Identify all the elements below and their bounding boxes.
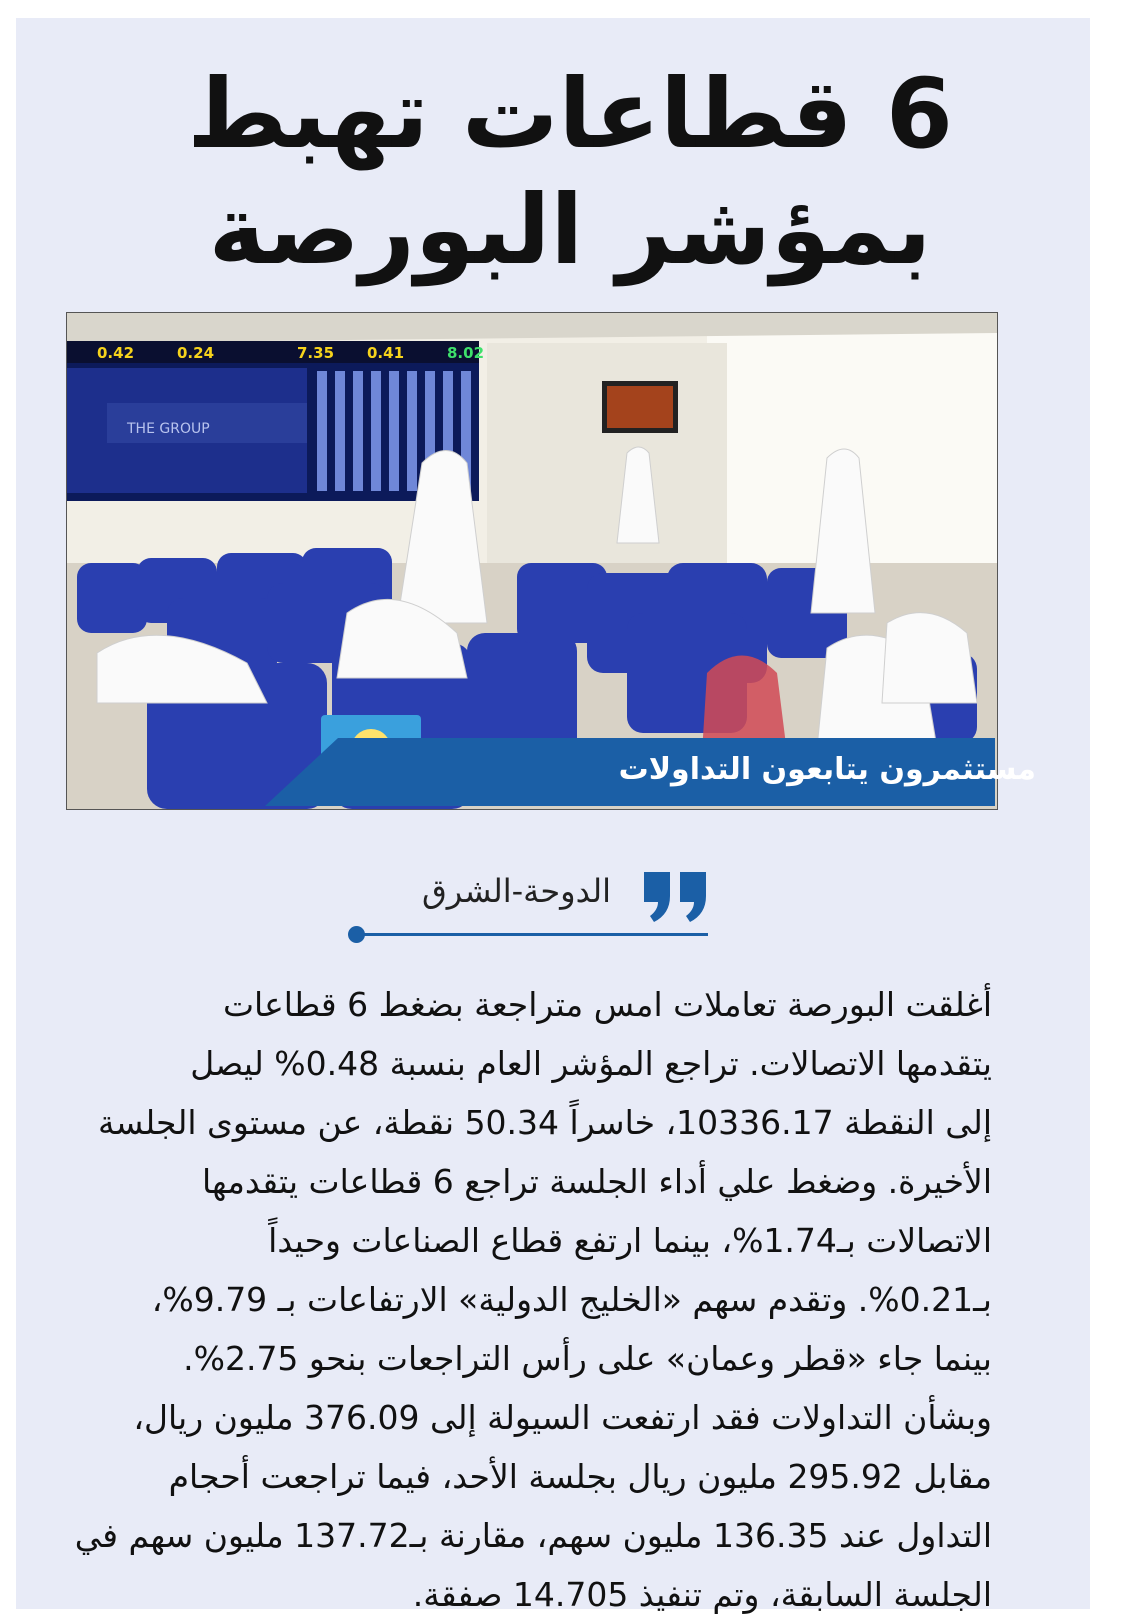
board-value-5: 8.02 bbox=[447, 344, 485, 362]
photo-caption: مستثمرون يتابعون التداولات bbox=[618, 752, 1036, 787]
article-body bbox=[62, 975, 992, 1624]
body-line: بـ0.21%. وتقدم سهم «الخليج الدولية» الارتفاعات بـ 9.79%، bbox=[151, 1280, 992, 1319]
headline-line-2: بمؤشر البورصة bbox=[208, 174, 932, 286]
board-watermark: THE GROUP bbox=[127, 421, 210, 437]
body-line: الجلسة السابقة، وتم تنفيذ 14.705 صفقة. bbox=[412, 1575, 992, 1614]
board-value-4: 0.41 bbox=[367, 344, 405, 362]
board-value-3: 7.35 bbox=[297, 344, 335, 362]
dateline-rule-dot bbox=[348, 926, 365, 943]
headline-line-1: 6 قطاعات تهبط bbox=[187, 58, 953, 170]
body-line: أغلقت البورصة تعاملات امس متراجعة بضغط 6 قطاعات bbox=[222, 985, 992, 1024]
body-line: الاتصالات بـ1.74%، بينما ارتفع قطاع الصناعات وحيداً bbox=[268, 1221, 992, 1260]
body-line: الأخيرة. وضغط علي أداء الجلسة تراجع 6 قطاعات يتقدمها bbox=[201, 1162, 992, 1201]
article-photo bbox=[66, 312, 998, 810]
body-line: التداول عند 136.35 مليون سهم، مقارنة بـ137.72 مليون سهم في bbox=[74, 1516, 992, 1555]
dateline-rule bbox=[356, 933, 708, 936]
board-value-1: 0.42 bbox=[97, 344, 135, 362]
body-line: إلى النقطة 10336.17، خاسراً 50.34 نقطة، عن مستوى الجلسة bbox=[97, 1103, 992, 1142]
dateline: الدوحة-الشرق bbox=[421, 872, 611, 910]
trading-floor-illustration bbox=[67, 313, 997, 809]
board-value-2: 0.24 bbox=[177, 344, 215, 362]
body-line: مقابل 295.92 مليون ريال بجلسة الأحد، فيما تراجعت أحجام bbox=[168, 1457, 992, 1496]
quote-icon bbox=[640, 868, 712, 924]
body-line: وبشأن التداولات فقد ارتفعت السيولة إلى 376.09 مليون ريال، bbox=[133, 1398, 992, 1437]
body-line: بينما جاء «قطر وعمان» على رأس التراجعات بنحو 2.75%. bbox=[183, 1339, 992, 1378]
body-line: يتقدمها الاتصالات. تراجع المؤشر العام بنسبة 0.48% ليصل bbox=[190, 1044, 992, 1083]
